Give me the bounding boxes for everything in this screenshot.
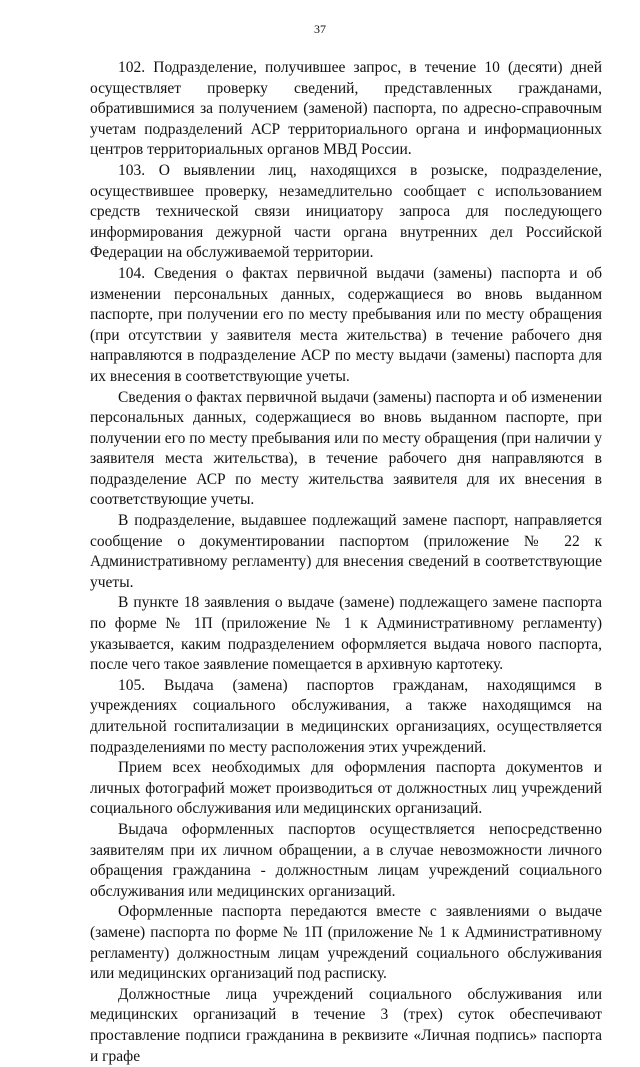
paragraph-105-signature: Должностные лица учреждений социального обслуживания или медицинских организаций в течение 3 (трех) суток обеспечивают проставление подписи гражданина в реквизите «Личная подпись» паспорта и графе xyxy=(90,985,602,1065)
paragraph-102: 102. Подразделение, получившее запрос, в течение 10 (десяти) дней осуществляет проверку сведений, представленных гражданами, обратившимися за получением (заменой) паспорта, по адресно-справочным учетам подразделений АСР территориального органа и информационных центров территориальных органов МВД России. xyxy=(90,59,602,159)
paragraph-103: 103. О выявлении лиц, находящихся в розыске, подразделение, осуществившее проверку, незамедлительно сообщает с использованием средств технической связи инициатору запроса для последующего информирования дежурной части органа внутренних дел Российской Федерации на обслуживаемой территории. xyxy=(90,161,602,262)
paragraph-104-notification: В подразделение, выдавшее подлежащий замене паспорт, направляется сообщение о документировании паспортом (приложение № 22 к Административному регламенту) для внесения сведений в соответствующие учеты. xyxy=(90,512,602,591)
paragraph-104-residence: Сведения о фактах первичной выдачи (замены) паспорта и об изменении персональных данных, содержащиеся во вновь выданном паспорте, при получении его по месту пребывания или по месту обращения (при наличии у заявителя места жительства), в течение рабочего дня направляются в подразделение АСР по месту жительства заявителя для их внесения в соответствующие учеты. xyxy=(90,388,602,509)
page-number: 37 xyxy=(314,22,326,36)
paragraph-105-issuance: Выдача оформленных паспортов осуществляется непосредственно заявителям при их личном обращении, а в случае невозможности личного обращения гражданина - должностным лицам учреждений социального обслуживания или медицинских организаций. xyxy=(90,820,602,900)
paragraph-104: 104. Сведения о фактах первичной выдачи (замены) паспорта и об изменении персональных данных, содержащиеся во вновь выданном паспорте, при получении его по месту пребывания или по месту обращения (при отсутствии у заявителя места жительства) в течение рабочего дня направляются в подразделение АСР по месту выдачи (замены) паспорта для их внесения в соответствующие учеты. xyxy=(90,264,602,385)
paragraph-105: 105. Выдача (замена) паспортов гражданам, находящимся в учреждениях социального обслуживания, а также находящимся на длительной госпитализации в медицинских организациях, осуществляется подразделениями по месту расположения этих учреждений. xyxy=(90,676,602,756)
paragraph-105-transfer: Оформленные паспорта передаются вместе с заявлениями о выдаче (замене) паспорта по форме № 1П (приложение № 1 к Административному регламенту) должностным лицам учреждений социального обслуживания или медицинских организаций под расписку. xyxy=(90,903,602,983)
paragraph-104-archive: В пункте 18 заявления о выдаче (замене) подлежащего замене паспорта по форме № 1П (приложение № 1 к Административному регламенту) указывается, каким подразделением оформляется выдача нового паспорта, после чего такое заявление помещается в архивную картотеку. xyxy=(90,594,602,674)
paragraph-105-reception: Прием всех необходимых для оформления паспорта документов и личных фотографий может производиться от должностных лиц учреждений социального обслуживания или медицинских организаций. xyxy=(90,759,602,818)
document-body xyxy=(90,58,602,1067)
